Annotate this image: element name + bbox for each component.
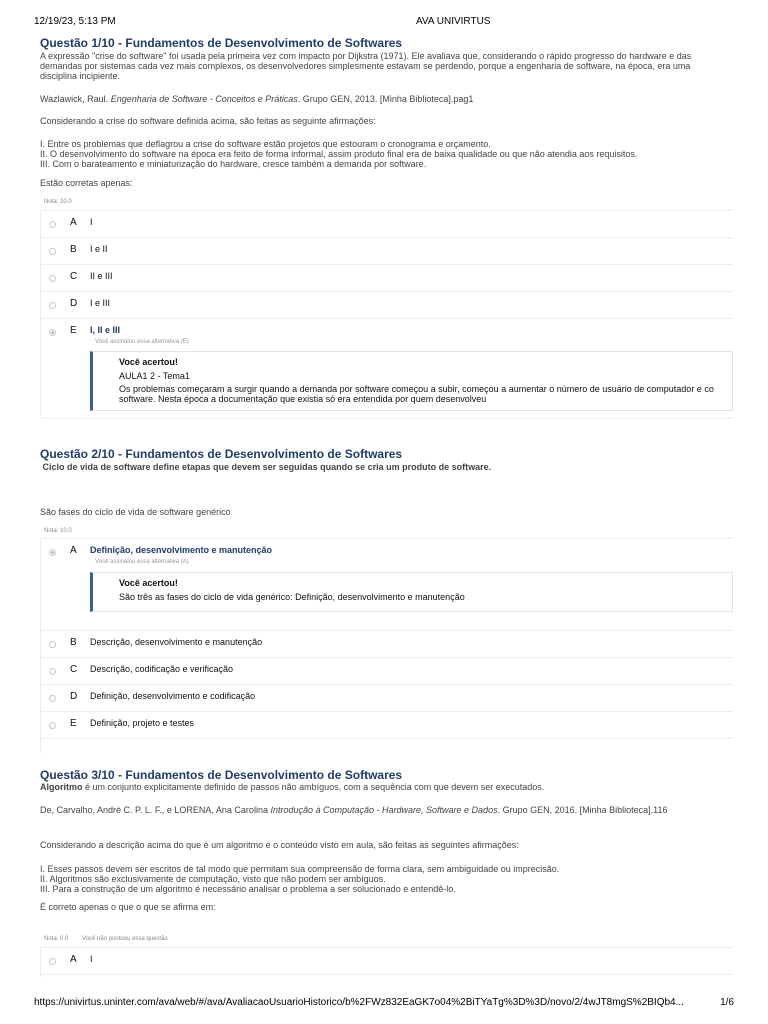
selected-note: Você assinalou essa alternativa (A)	[95, 559, 189, 565]
radio-button-checked[interactable]	[49, 549, 56, 556]
statement: I. Esses passos devem ser escritos de tal modo que permitam sua compreensão de forma clara, sem ambiguidade ou imprecisão.	[40, 864, 560, 874]
question-considerando: Considerando a descrição acima do que é um algoritmo e o conteúdo visto em aula, são feitas as seguintes afirmações:	[40, 840, 519, 850]
radio-button[interactable]	[49, 668, 56, 675]
print-header	[34, 16, 734, 30]
statement: III. Para a construção de um algoritmo é necessário analisar o problema a ser solucionado e entendê-lo.	[40, 884, 456, 894]
feedback-box	[90, 572, 733, 612]
radio-button[interactable]	[49, 275, 56, 282]
radio-button[interactable]	[49, 958, 56, 965]
score-label: Nota: 10.0	[44, 528, 72, 534]
feedback-line: AULA1 2 - Tema1	[119, 371, 190, 381]
feedback-box	[90, 351, 733, 411]
option-c[interactable]	[41, 265, 733, 292]
feedback-title: Você acertou!	[119, 357, 178, 367]
question-1	[40, 37, 732, 417]
option-b[interactable]	[41, 631, 733, 658]
question-3	[40, 769, 732, 979]
feedback-line: São três as fases do ciclo de vida genérico: Definição, desenvolvimento e manutenção	[119, 592, 465, 602]
question-prompt: São fases do ciclo de vida de software genérico	[40, 507, 231, 517]
option-text: Definição, desenvolvimento e manutenção	[90, 545, 273, 555]
statement: III. Com o barateamento e miniaturização do hardware, cresce também a demanda por software.	[40, 159, 427, 169]
question-title: Questão 3/10 - Fundamentos de Desenvolvimento de Softwares	[40, 768, 403, 782]
option-letter: E	[70, 325, 77, 336]
answer-options	[40, 210, 733, 417]
option-a[interactable]	[41, 947, 733, 975]
page-url: https://univirtus.uninter.com/ava/web/#/ava/AvaliacaoUsuarioHistorico/b%2FWz832EaGK7o04%2BiTYaTg%3D%3D/novo/2/4wJT8mgS%2BIQb4...	[34, 997, 684, 1008]
answer-options	[40, 538, 733, 753]
question-title: Questão 2/10 - Fundamentos de Desenvolvimento de Softwares	[40, 447, 403, 461]
statement: II. Algoritmos são exclusivamente de computação, visto que não podem ser ambíguos.	[40, 874, 386, 884]
option-letter: D	[70, 298, 78, 309]
option-text: Definição, projeto e testes	[90, 718, 195, 728]
option-letter: C	[70, 271, 78, 282]
option-letter: A	[70, 545, 77, 556]
intro-line: A expressão "crise do software" foi usada pela primeira vez com impacto por Dijkstra (1971). Ele avaliava que, considerando o rápido progresso do hardware e das	[40, 51, 692, 61]
intro-line: demandas por sistemas cada vez mais complexos, os desenvolvedores simplesmente estavam se perdendo, porque a engenharia de software, na época, era uma	[40, 61, 691, 71]
option-letter: C	[70, 664, 78, 675]
feedback-line: software. Nesta época a documentação que existia só era entendida por quem desenvolveu	[119, 394, 487, 404]
answer-options	[40, 947, 733, 977]
option-letter: B	[70, 637, 77, 648]
question-reference: Wazlawick, Raul. Engenharia de Software - Conceitos e Práticas. Grupo GEN, 2013. [Minha Biblioteca].pag1	[40, 94, 474, 104]
radio-button[interactable]	[49, 221, 56, 228]
score-label: Nota: 0.0 Você não pontuou essa questão	[44, 936, 168, 942]
radio-button-checked[interactable]	[49, 329, 56, 336]
intro-line: disciplina incipiente.	[40, 71, 121, 81]
statement: I. Entre os problemas que deflagrou a crise do software estão projetos que estouram o cronograma e orçamento.	[40, 139, 491, 149]
question-intro: Ciclo de vida de software define etapas que devem ser seguidas quando se cria um produto de software.	[40, 462, 492, 472]
option-text: Descrição, codificação e verificação	[90, 664, 234, 674]
radio-button[interactable]	[49, 641, 56, 648]
score-note: Você não pontuou essa questão	[82, 936, 168, 942]
option-e[interactable]	[41, 712, 733, 739]
option-e[interactable]	[41, 319, 733, 419]
question-prompt: Estão corretas apenas:	[40, 178, 133, 188]
feedback-title: Você acertou!	[119, 578, 178, 588]
question-intro	[40, 51, 732, 81]
question-prompt: É correto apenas o que o que se afirma em:	[40, 902, 216, 912]
score-label: Nota: 10.0	[44, 199, 72, 205]
option-b[interactable]	[41, 238, 733, 265]
radio-button[interactable]	[49, 248, 56, 255]
option-d[interactable]	[41, 685, 733, 712]
option-letter: A	[70, 217, 77, 228]
option-letter: E	[70, 718, 77, 729]
question-statements	[40, 864, 559, 894]
option-text: I	[90, 954, 93, 964]
radio-button[interactable]	[49, 722, 56, 729]
print-page-title: AVA UNIVIRTUS	[416, 16, 491, 27]
question-2	[40, 448, 732, 753]
page-number: 1/6	[720, 997, 734, 1008]
selected-note: Você assinalou essa alternativa (E)	[95, 339, 189, 345]
option-letter: B	[70, 244, 77, 255]
option-text: Descrição, desenvolvimento e manutenção	[90, 637, 263, 647]
option-d[interactable]	[41, 292, 733, 319]
option-letter: A	[70, 954, 77, 965]
option-letter: D	[70, 691, 78, 702]
statement: II. O desenvolvimento do software na época era feito de forma informal, assim produto final era de baixa qualidade ou que não atendia aos requisitos.	[40, 149, 638, 159]
option-a[interactable]	[41, 538, 733, 631]
question-title: Questão 1/10 - Fundamentos de Desenvolvimento de Softwares	[40, 36, 403, 50]
feedback-line: Os problemas começaram a surgir quando a demanda por software começou a subir, começou a aumentar o número de usuário de computador e co	[119, 384, 714, 394]
question-statements	[40, 139, 637, 169]
question-reference: De, Carvalho, André C. P. L. F., e LORENA, Ana Carolina Introdução à Computação - Hardware, Software e Dados. Grupo GEN, 2016. [Minha Biblioteca].116	[40, 805, 668, 815]
option-text: I e II	[90, 244, 108, 254]
option-c[interactable]	[41, 658, 733, 685]
radio-button[interactable]	[49, 695, 56, 702]
option-text: I e III	[90, 298, 111, 308]
print-datetime: 12/19/23, 5:13 PM	[34, 16, 116, 27]
question-considerando: Considerando a crise do software definida acima, são feitas as seguinte afirmações:	[40, 116, 376, 126]
option-text: Definição, desenvolvimento e codificação	[90, 691, 256, 701]
option-a[interactable]	[41, 210, 733, 238]
option-text: I, II e III	[90, 325, 121, 335]
radio-button[interactable]	[49, 302, 56, 309]
question-intro: Algoritmo é um conjunto explicitamente definido de passos não ambíguos, com a sequência com que devem ser executados.	[40, 782, 545, 792]
option-text: II e III	[90, 271, 113, 281]
print-footer	[34, 997, 734, 1011]
option-text: I	[90, 217, 93, 227]
